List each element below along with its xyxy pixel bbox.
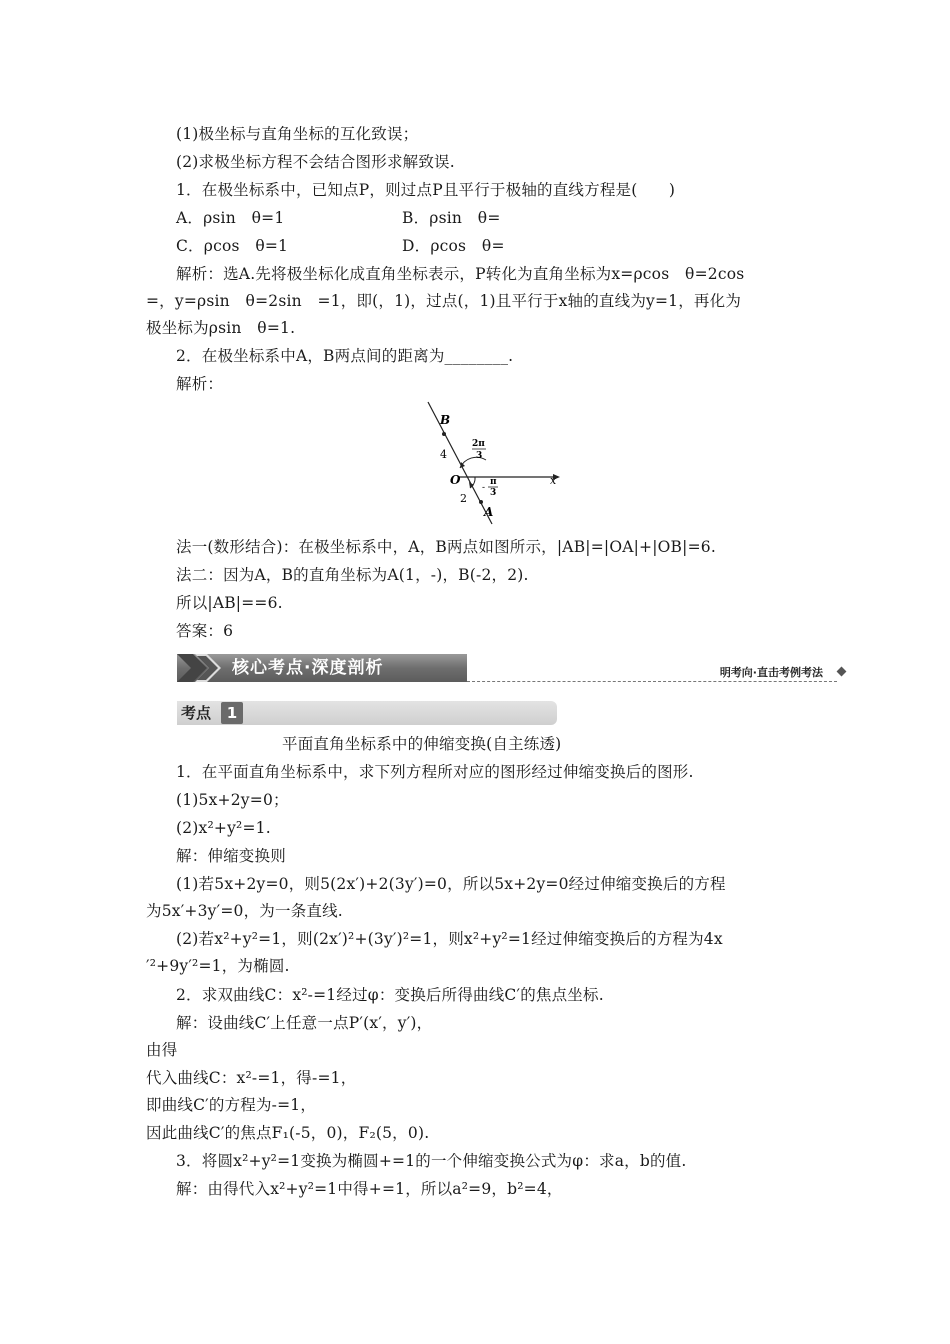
question-2: 2．求双曲线C：x²-=1经过φ：变换后所得曲线C′的焦点坐标. xyxy=(176,986,604,1004)
solution-text: 极坐标为ρsin θ=1. xyxy=(146,319,296,337)
x-axis-label: x xyxy=(550,474,557,487)
solution-text: (1)若5x+2y=0，则5(2x′)+2(3y′)=0，所以5x+2y=0经过伸缩变换后的方程 xyxy=(176,875,726,893)
length-4-label: 4 xyxy=(440,448,447,461)
solution-text: (2)若x²+y²=1，则(2x′)²+(3y′)²=1，则x²+y²=1经过伸缩变换后的方程为4x xyxy=(176,930,723,948)
origin-label: O xyxy=(450,473,461,487)
choice-d: D．ρcos θ= xyxy=(402,237,505,255)
solution-text: 由得 xyxy=(146,1041,178,1059)
solution-text: 解：设曲线C′上任意一点P′(x′，y′)， xyxy=(176,1014,433,1032)
question-2: 2．在极坐标系中A，B两点间的距离为________. xyxy=(176,347,514,365)
point-a-label: A xyxy=(484,505,494,519)
solution-text: ′²+9y′²=1，为椭圆. xyxy=(146,957,290,975)
choice-c: C．ρcos θ=1 xyxy=(176,237,289,255)
question-3: 3．将圆x²+y²=1变换为椭圆+=1的一个伸缩变换公式为φ：求a，b的值. xyxy=(176,1152,687,1170)
solution-text: =，y=ρsin θ=2sin =1，即(，1)，过点(，1)且平行于x轴的直线为y=1，再化为 xyxy=(146,292,742,310)
banner-subtitle: 明考向·直击考例考法 xyxy=(719,666,823,679)
choice-b: B．ρsin θ= xyxy=(402,209,501,227)
method-2: 法二：因为A，B的直角坐标为A(1，-)，B(-2，2). xyxy=(176,566,529,584)
question-1: 1．在极坐标系中，已知点P，则过点P且平行于极轴的直线方程是( ) xyxy=(176,181,676,199)
diamond-icon xyxy=(837,667,847,677)
solution-label: 解析： xyxy=(176,375,224,393)
angle-2-denominator: 3 xyxy=(490,488,497,498)
text-line: (2)求极坐标方程不会结合图形求解致误. xyxy=(176,153,455,171)
text-line: (1)5x+2y=0； xyxy=(176,791,289,809)
question-1: 1．在平面直角坐标系中，求下列方程所对应的图形经过伸缩变换后的图形. xyxy=(176,763,694,781)
section-banner xyxy=(177,652,847,686)
angle-2-numerator: π xyxy=(490,477,497,487)
topic-number: 1 xyxy=(221,702,243,724)
polar-figure xyxy=(420,398,580,530)
solution-text: 因此曲线C′的焦点F₁(-5，0)，F₂(5，0). xyxy=(146,1124,430,1142)
text-line: (2)x²+y²=1. xyxy=(176,819,271,837)
solution-text: 即曲线C′的方程为-=1， xyxy=(146,1096,317,1114)
solution-text: 解：伸缩变换则 xyxy=(176,847,286,865)
text-line: 所以|AB|==6. xyxy=(176,594,283,612)
length-2-label: 2 xyxy=(460,492,467,505)
banner-title: 核心考点·深度剖析 xyxy=(232,658,384,678)
text-line: (1)极坐标与直角坐标的互化致误； xyxy=(176,125,419,143)
banner-divider xyxy=(467,681,837,682)
angle-1-denominator: 3 xyxy=(476,451,483,461)
angle-2-sign: - xyxy=(482,483,486,493)
point-b-label: B xyxy=(440,413,451,427)
method-1: 法一(数形结合)：在极坐标系中，A，B两点如图所示，|AB|=|OA|+|OB|=6. xyxy=(176,538,716,556)
choice-a: A．ρsin θ=1 xyxy=(176,209,285,227)
chevron-icon xyxy=(177,652,237,686)
topic-title: 平面直角坐标系中的伸缩变换(自主练透) xyxy=(282,735,562,753)
topic-bar xyxy=(177,701,557,725)
solution-text: 解析：选A.先将极坐标化成直角坐标表示，P转化为直角坐标为x=ρcos θ=2cos xyxy=(176,265,745,283)
solution-text: 为5x′+3y′=0，为一条直线. xyxy=(146,902,343,920)
solution-text: 代入曲线C：x²-=1，得-=1， xyxy=(146,1069,357,1087)
topic-label: 考点 xyxy=(181,704,212,722)
angle-1-numerator: 2π xyxy=(472,439,485,449)
solution-text: 解：由得代入x²+y²=1中得+=1，所以a²=9，b²=4， xyxy=(176,1180,563,1198)
answer: 答案：6 xyxy=(176,622,234,640)
